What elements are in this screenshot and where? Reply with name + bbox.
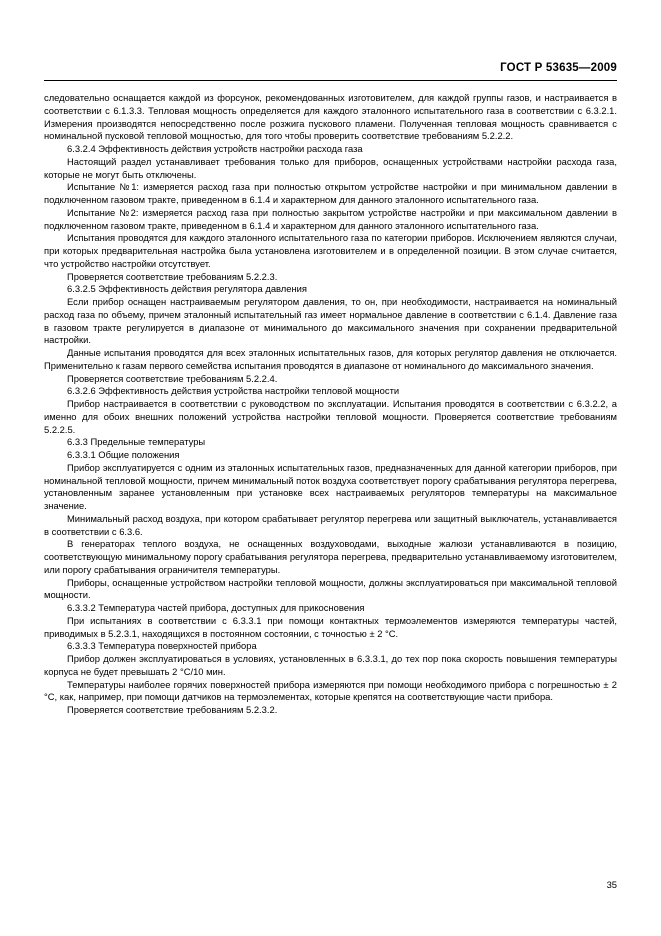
body-paragraph: 6.3.3.1 Общие положения <box>67 449 180 460</box>
body-paragraph: Испытание №2: измеряется расход газа при полностью закрытом устройстве настройки и при максимальном давлении в подключенном газовом тракте, приведенном в 6.1.4 и характерном для данного эталонного испытательного газа. <box>44 206 617 231</box>
body-paragraph: Проверяется соответствие требованиям 5.2.2.4. <box>67 372 278 384</box>
body-paragraph: Испытания проводятся для каждого эталонного испытательного газа по категории приборов. Исключением являются случаи, при которых предварительная настройка была установлена изготовителем и в определенной позиции. В этом случае считается, что устройство настройки отсутствует. <box>44 232 617 269</box>
body-paragraph: Прибор эксплуатируется с одним из эталонных испытательных газов, предназначенных для данной категории приборов, при номинальной тепловой мощности, причем минимальный поток воздуха соответствует порогу срабатывания регулятора перегрева, установленным заранее установленным при установке всех настраиваемых регуляторов температуры на максимальное значение. <box>44 461 617 511</box>
header-divider <box>44 80 617 81</box>
body-paragraph: Настоящий раздел устанавливает требования только для приборов, оснащенных устройствами настройки расхода газа, которые не могут быть отключены. <box>44 155 617 180</box>
body-paragraph: Приборы, оснащенные устройством настройки тепловой мощности, должны эксплуатироваться при максимальной тепловой мощности. <box>44 576 617 601</box>
page-header-standard-id: ГОСТ Р 53635—2009 <box>500 62 617 74</box>
body-paragraph: При испытаниях в соответствии с 6.3.3.1 при помощи контактных термоэлементов измеряются температуры частей, приводимых в 5.2.3.1, находящихся в постоянном состоянии, с точностью ± 2 °С. <box>44 614 617 639</box>
body-paragraph: 6.3.2.5 Эффективность действия регулятора давления <box>67 283 307 295</box>
body-paragraph: следовательно оснащается каждой из форсунок, рекомендованных изготовителем, для каждой группы газов, и настраивается в соответствии с 6.1.3.3. Тепловая мощность определяется для каждого эталонного испытательного газа в соответствии с 6.3.2.1. Измерения производятся непосредственно после розжига пускового пламени. Полученная тепловая мощность сравнивается с номинальной пусковой тепловой мощностью, для того чтобы проверить соответствие требованиям 5.2.2.2. <box>44 92 617 142</box>
body-paragraph: 6.3.2.6 Эффективность действия устройства настройки тепловой мощности <box>67 385 400 397</box>
body-paragraph: 6.3.3.2 Температура частей прибора, доступных для прикосновения <box>67 602 365 613</box>
body-paragraph: 6.3.3.3 Температура поверхностей прибора <box>67 640 257 652</box>
body-paragraph: Прибор настраивается в соответствии с руководством по эксплуатации. Испытания проводятся в соответствии с 6.3.2.2, а именно для обоих внешних положений устройства настройки тепловой мощности. Проверяется соответствие требованиям 5.2.2.5. <box>44 398 617 435</box>
body-paragraph: 6.3.3 Предельные температуры <box>67 436 206 448</box>
body-paragraph: Температуры наиболее горячих поверхностей прибора измеряются при помощи необходимого прибора с погрешностью ± 2 °С, как, например, при помощи датчиков на термоэлементах, которые крепятся на соответствующие части прибора. <box>44 678 617 703</box>
body-paragraph: Прибор должен эксплуатироваться в условиях, установленных в 6.3.3.1, до тех пор пока скорость повышения температуры корпуса не будет превышать 2 °С/10 мин. <box>44 653 617 677</box>
body-paragraph: 6.3.2.4 Эффективность действия устройств настройки расхода газа <box>67 143 363 154</box>
body-paragraph: Данные испытания проводятся для всех эталонных испытательных газов, для которых регулятор давления не отключается. Применительно к газам первого семейства испытания проводятся в диапазоне от номинального до максимального значения. <box>44 347 617 371</box>
body-paragraph: Если прибор оснащен настраиваемым регулятором давления, то он, при необходимости, настраивается на номинальный расход газа по объему, причем эталонный испытательный газ имеет нормальное давление в соответствии с 6.1.4. Давление газа в газовом тракте регулируется в диапазоне от минимального до максимального значения при сохранении предварительной настройки. <box>44 296 617 346</box>
page-number: 35 <box>606 879 617 890</box>
document-body <box>44 92 617 717</box>
body-paragraph: В генераторах теплого воздуха, не оснащенных воздуховодами, выходные жалюзи устанавливаются в позицию, соответствующую минимальному порогу срабатывания регулятора перегрева, предварительно устанавливаемому изготовителем, или порогу срабатывания ограничителя температуры. <box>44 538 617 575</box>
body-paragraph: Проверяется соответствие требованиям 5.2.2.3. <box>67 270 278 282</box>
body-paragraph: Испытание №1: измеряется расход газа при полностью открытом устройстве настройки и при минимальном давлении в подключенном газовом тракте, приведенном в 6.1.4 и характерном для данного эталонного испытательного газа. <box>44 181 617 205</box>
body-paragraph: Минимальный расход воздуха, при котором срабатывает регулятор перегрева или защитный выключатель, устанавливается в соответствии с 6.3.6. <box>44 512 617 537</box>
body-paragraph: Проверяется соответствие требованиям 5.2.3.2. <box>67 704 278 715</box>
